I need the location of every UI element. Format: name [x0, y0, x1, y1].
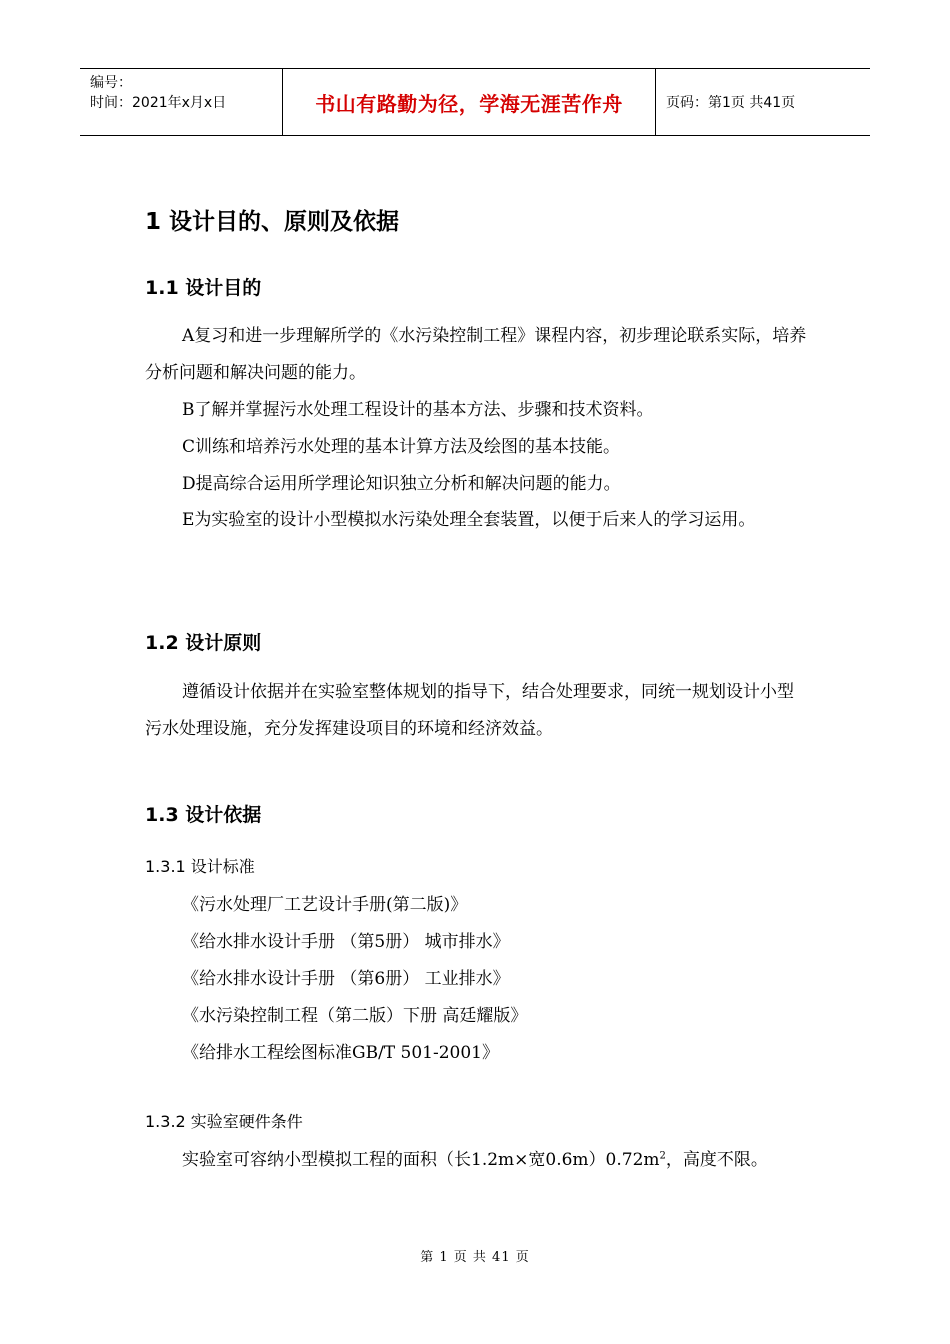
goal-item-d: D提高综合运用所学理论知识独立分析和解决问题的能力。: [182, 474, 621, 494]
header-page-cell: [656, 69, 870, 135]
reference-item: 《给水排水设计手册 （第6册） 工业排水》: [182, 969, 510, 989]
principle-text: 遵循设计依据并在实验室整体规划的指导下，结合处理要求，同统一规划设计小型污水处理设施，充分发挥建设项目的环境和经济效益。: [145, 682, 794, 739]
header-motto-cell: [282, 69, 656, 135]
header-info-cell: [80, 69, 282, 135]
lab-area-text: [182, 1145, 768, 1170]
goal-item-c: C训练和培养污水处理的基本计算方法及绘图的基本技能。: [182, 437, 621, 457]
section-1-3-1-title: 1.3.1 设计标准: [145, 857, 255, 876]
goal-item-a: A复习和进一步理解所学的《水污染控制工程》课程内容，初步理论联系实际，培养分析问题和解决问题的能力。: [145, 326, 807, 383]
section-1-1-title: 1.1 设计目的: [145, 277, 262, 299]
reference-item: 《污水处理厂工艺设计手册(第二版)》: [182, 895, 468, 915]
section-1-2-title: 1.2 设计原则: [145, 632, 262, 654]
lab-area-superscript: 2: [659, 1150, 666, 1162]
reference-item: 《水污染控制工程（第二版）下册 高廷耀版》: [182, 1006, 528, 1026]
section-1-title: 1 设计目的、原则及依据: [145, 209, 400, 235]
lab-area-text-end: ，高度不限。: [665, 1150, 768, 1170]
goal-item-e: E为实验室的设计小型模拟水污染处理全套装置，以便于后来人的学习运用。: [182, 510, 756, 530]
header-number-label: 编号：: [90, 75, 132, 91]
reference-item: 《给排水工程绘图标准GB/T 501-2001》: [182, 1043, 499, 1063]
section-1-3-title: 1.3 设计依据: [145, 804, 262, 826]
page-footer: 第 1 页 共 41 页: [420, 1250, 530, 1265]
goal-item-b: B了解并掌握污水处理工程设计的基本方法、步骤和技术资料。: [182, 400, 654, 420]
header-table: [80, 68, 870, 136]
lab-area-text-main: 实验室可容纳小型模拟工程的面积（长1.2m×宽0.6m）0.72m: [182, 1150, 660, 1170]
header-time-label: 时间：2021年x月x日: [90, 95, 227, 111]
header-motto: 书山有路勤为径，学海无涯苦作舟: [315, 91, 623, 116]
reference-item: 《给水排水设计手册 （第5册） 城市排水》: [182, 932, 510, 952]
section-1-3-2-title: 1.3.2 实验室硬件条件: [145, 1112, 303, 1131]
header-page-label: 页码：第1页 共41页: [666, 95, 796, 111]
